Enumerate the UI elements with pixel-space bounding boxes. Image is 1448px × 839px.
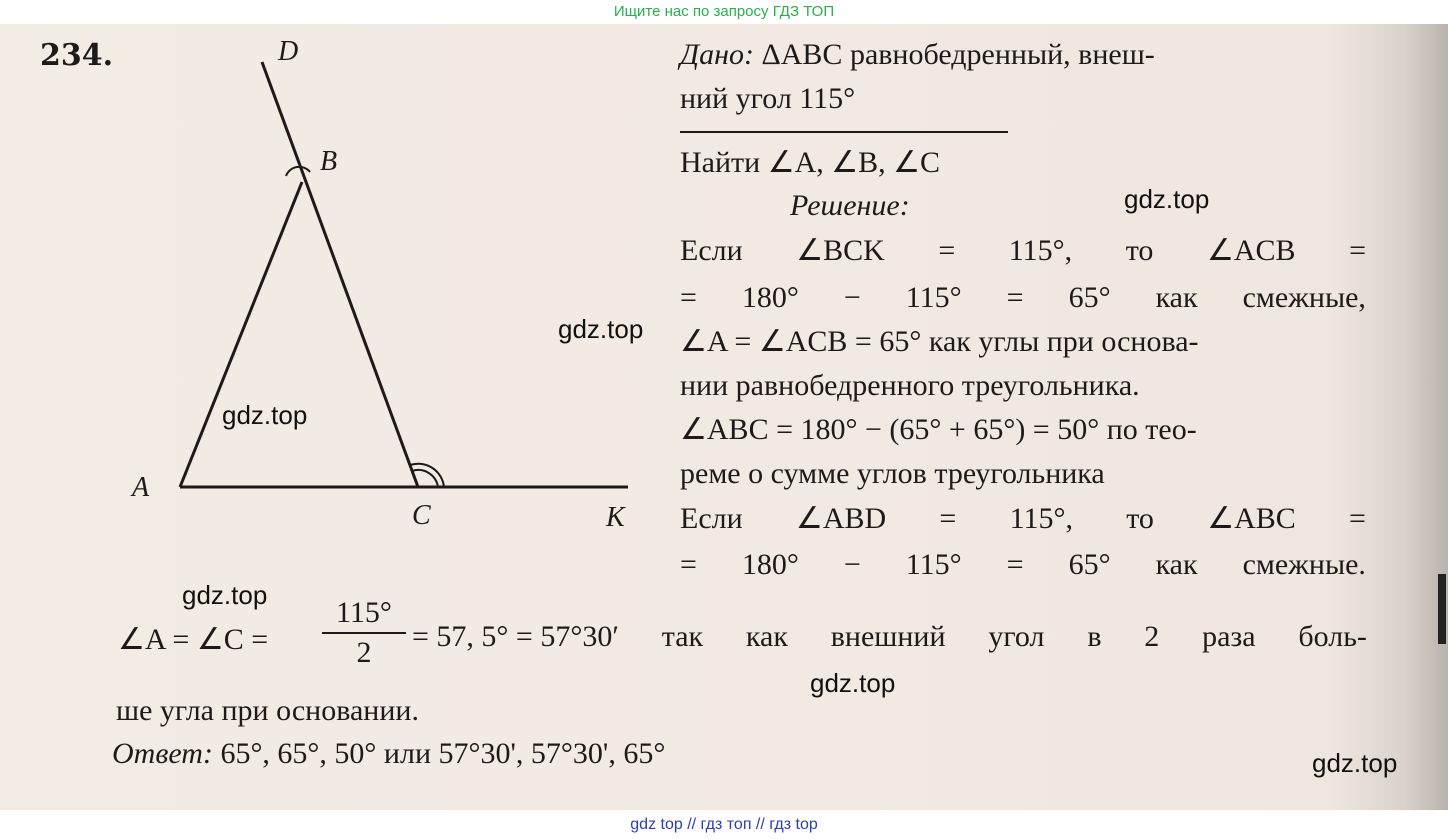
fraction-bar — [322, 632, 406, 634]
word: 180° — [741, 548, 799, 581]
word: Если — [680, 502, 743, 535]
page-edge-shadow — [1438, 574, 1446, 644]
word: то — [1126, 502, 1154, 535]
given-label: Дано: — [680, 38, 754, 71]
word: 115°, — [1008, 234, 1073, 267]
word: = — [680, 548, 697, 581]
solution-line-3: ∠A = ∠ACB = 65° как углы при основа- — [680, 325, 1199, 358]
word: 65° — [1068, 548, 1111, 581]
word: = — [1349, 234, 1366, 267]
find-line: Найти ∠A, ∠B, ∠C — [680, 146, 941, 179]
word: то — [1125, 234, 1154, 267]
solution-line-5: ∠ABC = 180° − (65° + 65°) = 50° по тео- — [680, 413, 1197, 446]
word: как — [1155, 281, 1198, 314]
word: как — [745, 620, 788, 653]
top-banner[interactable]: Ищите нас по запросу ГДЗ ТОП — [613, 3, 835, 20]
word: ∠BCK — [796, 234, 885, 267]
triangle-figure — [0, 24, 700, 584]
word: 115°, — [1009, 502, 1073, 535]
side-AB — [180, 182, 302, 487]
watermark: gdz.top — [182, 580, 268, 610]
fraction-numerator: 115° — [336, 596, 392, 629]
word: 115° — [905, 548, 962, 581]
word: − — [843, 548, 861, 581]
problem-number: 234. — [40, 38, 114, 73]
label-A: A — [132, 472, 150, 503]
word: 65° — [1068, 281, 1111, 314]
watermark: gdz.top — [810, 668, 896, 698]
given-line-2: ний угол 115° — [680, 82, 856, 115]
word: ∠ACB — [1206, 234, 1296, 267]
watermark: gdz.top — [1312, 748, 1398, 778]
word: смежные. — [1242, 548, 1366, 581]
word: 115° — [905, 281, 962, 314]
formula-suffix-line — [412, 620, 1367, 654]
word: = — [939, 502, 957, 535]
fraction — [322, 596, 406, 670]
answer-text: 65°, 65°, 50° или 57°30', 57°30', 65° — [220, 737, 666, 770]
word: 2 — [1144, 620, 1160, 653]
word: смежные, — [1242, 281, 1366, 314]
word: − — [843, 281, 861, 314]
label-C: C — [412, 500, 431, 531]
word: ∠ABD — [795, 502, 887, 535]
given-find-divider — [680, 131, 1008, 133]
angle-arc-B — [286, 167, 310, 176]
word: угол — [988, 620, 1045, 653]
fraction-denominator: 2 — [356, 636, 372, 669]
word: так — [661, 620, 704, 653]
word: = — [938, 234, 956, 267]
word: = — [680, 281, 697, 314]
textbook-page — [0, 24, 1448, 810]
word: боль- — [1298, 620, 1367, 653]
solution-line-2 — [680, 281, 1366, 315]
word: раза — [1202, 620, 1256, 653]
bottom-footer[interactable]: gdz top // гдз топ // гдз top — [630, 816, 818, 833]
label-K: K — [606, 502, 625, 533]
solution-line-8 — [680, 548, 1366, 582]
solution-line-1 — [680, 234, 1366, 268]
formula-prefix: ∠A = ∠C = — [118, 623, 269, 656]
solution-line-6: реме о сумме углов треугольника — [680, 457, 1105, 490]
word: = — [1006, 548, 1024, 581]
word: 180° — [741, 281, 799, 314]
given-line-1 — [680, 38, 1155, 72]
continuation-line: ше угла при основании. — [116, 694, 419, 727]
answer-label: Ответ: — [112, 737, 213, 770]
word: в — [1087, 620, 1102, 653]
label-D: D — [278, 36, 299, 67]
given-text-1: ΔABC равнобедренный, внеш- — [761, 38, 1155, 71]
word: ∠ABC — [1207, 502, 1296, 535]
word: Если — [680, 234, 743, 267]
label-B: B — [320, 146, 338, 177]
answer-line — [112, 737, 665, 771]
watermark: gdz.top — [558, 314, 644, 344]
solution-line-4: нии равнобедренного треугольника. — [680, 369, 1140, 402]
formula-suffix: = 57, 5° = 57°30′ — [412, 620, 619, 653]
word: как — [1155, 548, 1198, 581]
solution-heading: Решение: — [790, 189, 910, 222]
word: внешний — [830, 620, 946, 653]
watermark: gdz.top — [222, 400, 308, 430]
watermark: gdz.top — [1124, 184, 1210, 214]
word: = — [1006, 281, 1024, 314]
word: = — [1349, 502, 1366, 535]
solution-line-7 — [680, 502, 1366, 536]
